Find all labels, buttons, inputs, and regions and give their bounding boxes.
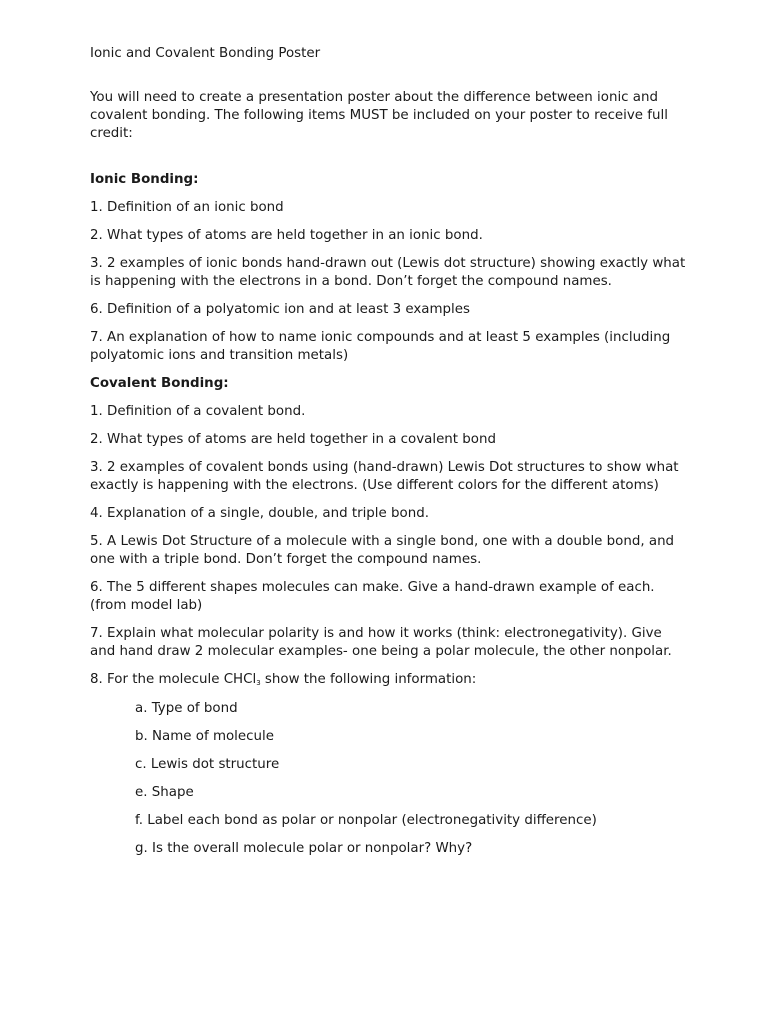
covalent-item: 1. Definition of a covalent bond.: [90, 404, 306, 419]
ionic-item: 2. What types of atoms are held together in an ionic bond.: [90, 228, 483, 243]
subitem: g. Is the overall molecule polar or nonpolar? Why?: [135, 841, 473, 856]
covalent-heading: Covalent Bonding:: [90, 376, 229, 391]
intro-paragraph: You will need to create a presentation poster about the difference between ionic and covalent bonding. The following items MUST be included on your poster to receive full credit:: [90, 90, 668, 141]
item8-suffix: show the following information:: [260, 672, 477, 687]
ionic-item: 1. Definition of an ionic bond: [90, 200, 284, 215]
covalent-item: 3. 2 examples of covalent bonds using (hand-drawn) Lewis Dot structures to show what exactly is happening with the electrons. (Use different colors for the different atoms): [90, 460, 679, 493]
covalent-item: 2. What types of atoms are held together in a covalent bond: [90, 432, 496, 447]
document-page: [90, 45, 690, 858]
subitem: b. Name of molecule: [135, 729, 274, 744]
item8-prefix: 8. For the molecule CHCl: [90, 672, 257, 687]
ionic-item: 3. 2 examples of ionic bonds hand-drawn out (Lewis dot structure) showing exactly what is happening with the electrons in a bond. Don’t forget the compound names.: [90, 256, 686, 289]
subitem: c. Lewis dot structure: [135, 757, 280, 772]
covalent-item: 6. The 5 different shapes molecules can make. Give a hand-drawn example of each. (from model lab): [90, 580, 655, 613]
ionic-heading: Ionic Bonding:: [90, 172, 199, 187]
subitem: f. Label each bond as polar or nonpolar (electronegativity difference): [135, 813, 597, 828]
covalent-item: 5. A Lewis Dot Structure of a molecule with a single bond, one with a double bond, and one with a triple bond. Don’t forget the compound names.: [90, 534, 675, 567]
document-title: Ionic and Covalent Bonding Poster: [90, 46, 321, 61]
ionic-item: 7. An explanation of how to name ionic compounds and at least 5 examples (including polyatomic ions and transition metals): [90, 330, 671, 363]
item8-subscript: 3: [256, 679, 261, 687]
covalent-item: 4. Explanation of a single, double, and triple bond.: [90, 506, 429, 521]
covalent-item-8: [90, 671, 690, 690]
covalent-item: 7. Explain what molecular polarity is and how it works (think: electronegativity). Give and hand draw 2 molecular examples- one being a polar molecule, the other nonpolar.: [90, 626, 672, 659]
subitem: e. Shape: [135, 785, 194, 800]
subitem: a. Type of bond: [135, 701, 238, 716]
ionic-item: 6. Definition of a polyatomic ion and at least 3 examples: [90, 302, 470, 317]
